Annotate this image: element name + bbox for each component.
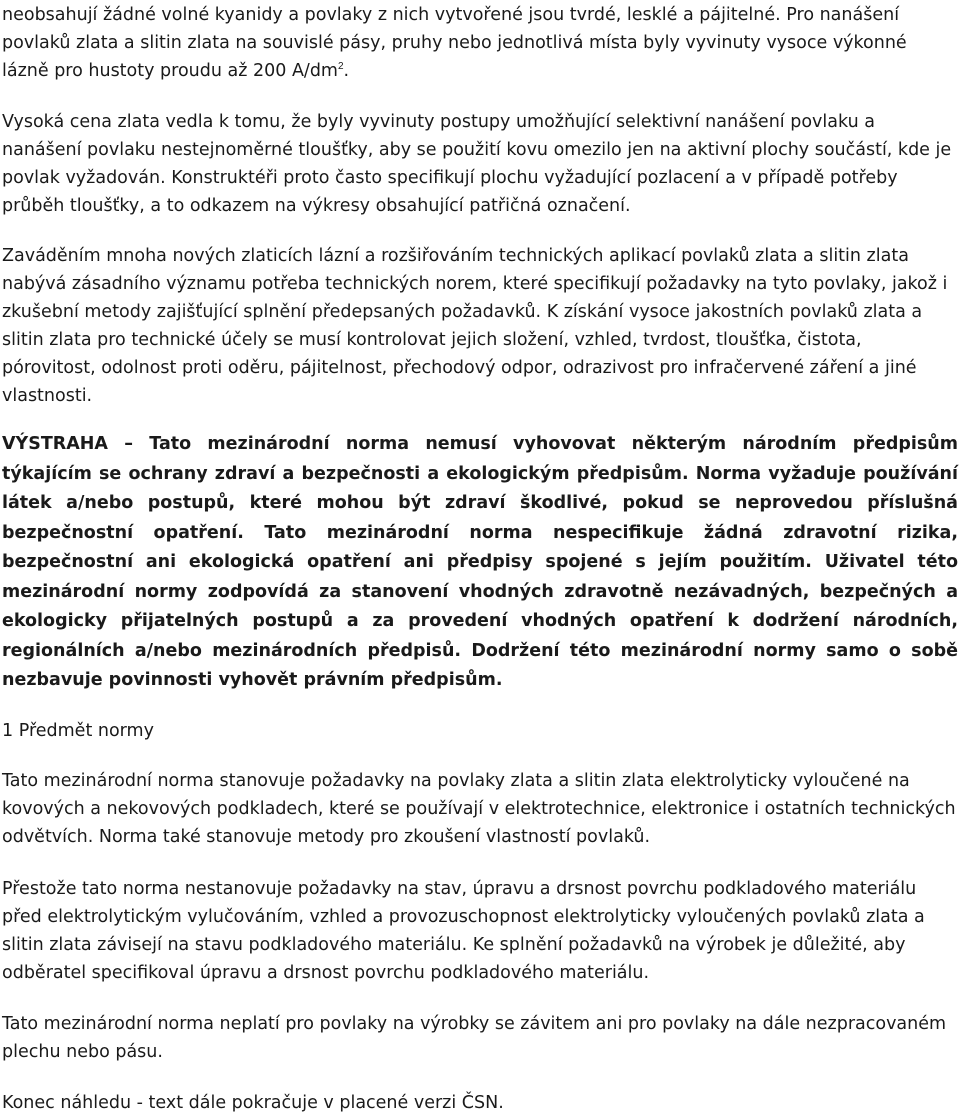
paragraph-exclusions: Tato mezinárodní norma neplatí pro povlaky na výrobky se závitem ani pro povlaky na dále nezpracovaném plechu nebo pásu. [2,1013,947,1062]
paragraph-intro-text: neobsahují žádné volné kyanidy a povlaky z nich vytvořené jsou tvrdé, lesklé a pájitelné. Pro nanášení povlaků zlata a slitin zlata na souvislé pásy, pruhy nebo jednotlivá místa byly vyvinuty vysoce výkonné lázně pro hustoty proudu až 200 A/dm [2,5,907,81]
section-heading: 1 Předmět normy [2,720,154,741]
superscript-exponent: 2 [337,61,344,73]
paragraph-scope: Tato mezinárodní norma stanovuje požadavky na povlaky zlata a slitin zlata elektrolyticky vyloučené na kovových a nekovových podkladech, které se používají v elektrotechnice, elektronice i ostatních technických odvětvích. Norma také stanovuje metody pro zkoušení vlastností povlaků. [2,770,956,847]
document-page [0,1,960,1117]
paragraph-substrate: Přestože tato norma nestanovuje požadavky na stav, úpravu a drsnost povrchu podkladového materiálu před elektrolytickým vylučováním, vzhled a provozuschopnost elektrolyticky vyloučených povlaků zlata a slitin zlata závisejí na stavu podkladového materiálu. Ke splnění požadavků na výrobek je důležité, aby odběratel specifikoval úpravu a drsnost povrchu podkladového materiálu. [2,878,925,983]
paragraph-intro [2,1,958,85]
paragraph-intro-end: . [343,61,350,81]
warning-paragraph: VÝSTRAHA – Tato mezinárodní norma nemusí vyhovovat některým národním předpisům týkajícím se ochrany zdraví a bezpečnosti a ekologickým předpisům. Norma vyžaduje používání látek a/nebo postupů, které mohou být zdraví škodlivé, pokud se neprovedou příslušná bezpečnostní opatření. Tato mezinárodní norma nespecifikuje žádná zdravotní rizika, bezpečnostní ani ekologická opatření ani předpisy spojené s jejím použitím. Uživatel této mezinárodní normy zodpovídá za stanovení vhodných zdravotně nezávadných, bezpečných a ekologicky přijatelných postupů a za provedení vhodných opatření k dodržení národních, regionálních a/nebo mezinárodních předpisů. Dodržení této mezinárodní normy samo o sobě nezbavuje povinnosti vyhovět právním předpisům. [2,434,958,690]
paragraph-standards: Zaváděním mnoha nových zlaticích lázní a rozšiřováním technických aplikací povlaků zlata a slitin zlata nabývá zásadního významu potřeba technických norem, které specifikují požadavky na tyto povlaky, jakož i zkušební metody zajišťující splnění předepsaných požadavků. K získání vysoce jakostních povlaků zlata a slitin zlata pro technické účely se musí kontrolovat jejich složení, vzhled, tvrdost, tloušťka, čistota, pórovitost, odolnost proti oděru, pájitelnost, přechodový odpor, odrazivost pro infračervené záření a jiné vlastnosti. [2,246,948,406]
paragraph-cost: Vysoká cena zlata vedla k tomu, že byly vyvinuty postupy umožňující selektivní nanášení povlaku a nanášení povlaku nestejnoměrné tloušťky, aby se použití kovu omezilo jen na aktivní plochy součástí, kde je povlak vyžadován. Konstruktéři proto často specifikují plochu vyžadující pozlacení a v případě potřeby průběh tloušťky, a to odkazem na výkresy obsahující patřičná označení. [2,112,952,216]
preview-end-note: Konec náhledu - text dále pokračuje v placené verzi ČSN. [2,1092,504,1113]
